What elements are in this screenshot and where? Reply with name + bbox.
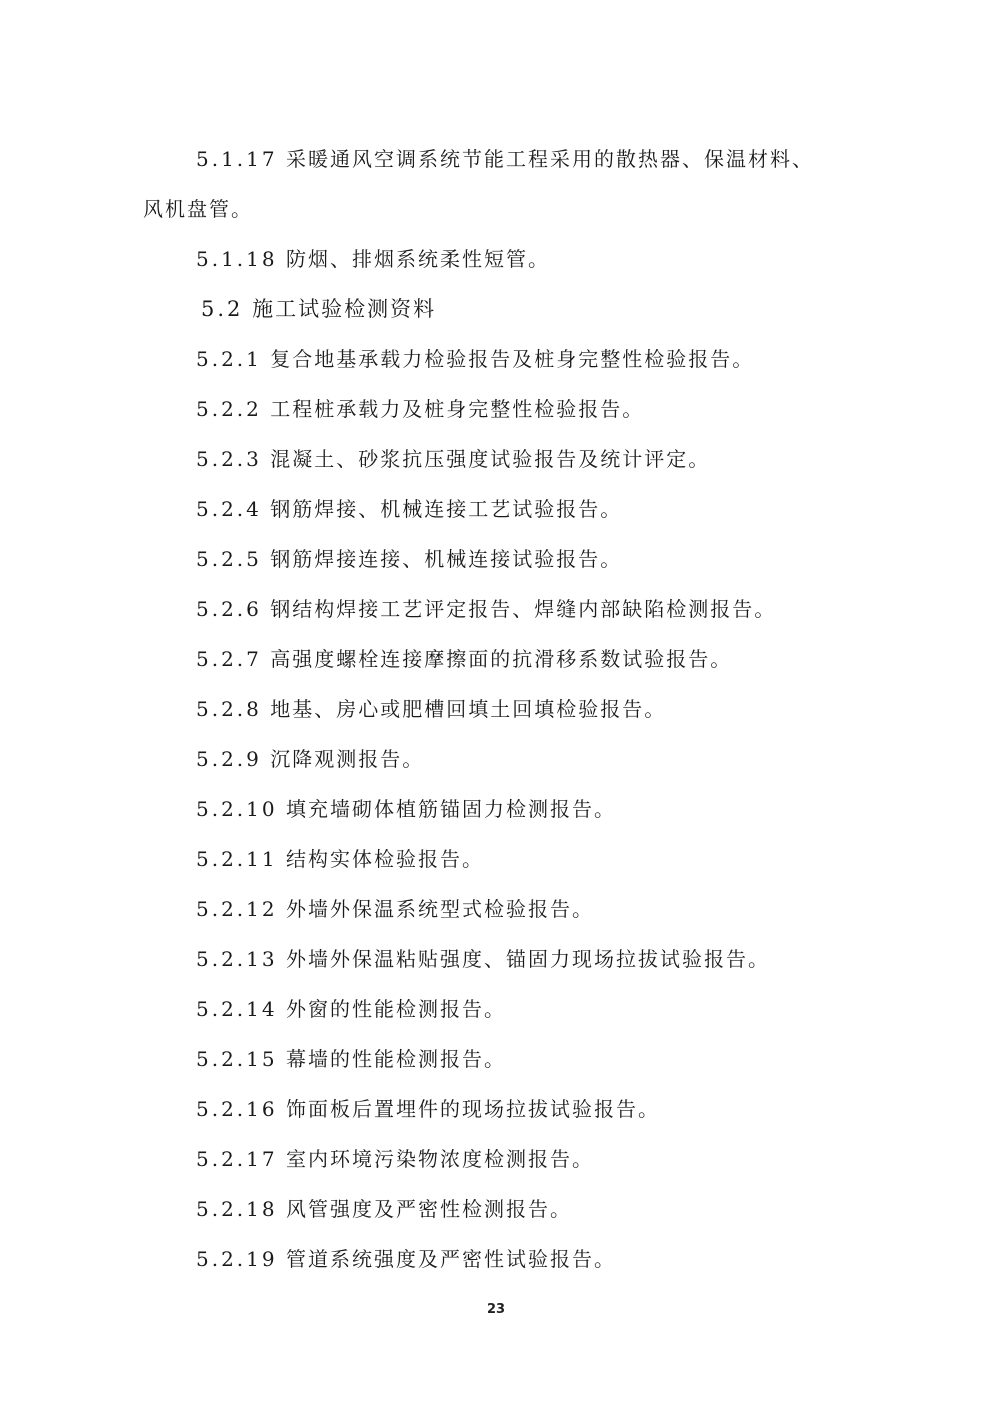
list-item [143, 684, 853, 734]
page-number: 23 [486, 1302, 506, 1317]
item-number: 5.2.14 [196, 997, 278, 1021]
item-text: 风管强度及严密性检测报告。 [285, 1197, 572, 1221]
list-item [143, 984, 853, 1034]
list-item [143, 1134, 853, 1184]
list-item [143, 434, 853, 484]
item-number: 5.2.13 [196, 947, 278, 971]
item-number: 5.2.18 [196, 1197, 278, 1221]
item-text: 地基、房心或肥槽回填土回填检验报告。 [270, 697, 667, 721]
item-text: 高强度螺栓连接摩擦面的抗滑移系数试验报告。 [270, 647, 733, 671]
item-number: 5.2.3 [196, 447, 262, 471]
item-number: 5.2.16 [196, 1097, 278, 1121]
list-item [143, 934, 853, 984]
item-text: 外墙外保温粘贴强度、锚固力现场拉拔试验报告。 [285, 947, 770, 971]
list-item [143, 1184, 853, 1234]
list-item [143, 834, 853, 884]
item-text: 沉降观测报告。 [270, 747, 425, 771]
item-text: 防烟、排烟系统柔性短管。 [285, 247, 550, 271]
item-number: 5.2.4 [196, 497, 262, 521]
list-item [143, 1084, 853, 1134]
item-number: 5.2.8 [196, 697, 262, 721]
item-number: 5.2.2 [196, 397, 262, 421]
list-item [143, 534, 853, 584]
item-text: 复合地基承载力检验报告及桩身完整性检验报告。 [270, 347, 755, 371]
list-item [143, 334, 853, 384]
item-number: 5.2.9 [196, 747, 262, 771]
item-text: 结构实体检验报告。 [285, 847, 484, 871]
section-title: 施工试验检测资料 [252, 297, 437, 321]
item-text: 工程桩承载力及桩身完整性检验报告。 [270, 397, 645, 421]
item-text: 混凝土、砂浆抗压强度试验报告及统计评定。 [270, 447, 711, 471]
item-number: 5.2.1 [196, 347, 262, 371]
item-text: 钢筋焊接、机械连接工艺试验报告。 [270, 497, 623, 521]
item-number: 5.2.10 [196, 797, 278, 821]
list-item [143, 584, 853, 634]
list-item [143, 1034, 853, 1084]
list-item-continuation [143, 184, 853, 234]
item-text: 外窗的性能检测报告。 [285, 997, 506, 1021]
item-text: 外墙外保温系统型式检验报告。 [285, 897, 594, 921]
list-item [143, 234, 853, 284]
section-number: 5.2 [201, 297, 244, 321]
item-number: 5.2.5 [196, 547, 262, 571]
item-text: 钢筋焊接连接、机械连接试验报告。 [270, 547, 623, 571]
item-number: 5.2.6 [196, 597, 262, 621]
item-text: 风机盘管。 [143, 197, 253, 221]
item-text: 填充墙砌体植筋锚固力检测报告。 [285, 797, 616, 821]
list-item [143, 734, 853, 784]
section-heading [143, 284, 853, 334]
list-item [143, 1234, 853, 1284]
list-item [143, 634, 853, 684]
item-text: 采暖通风空调系统节能工程采用的散热器、保温材料、 [285, 147, 814, 171]
item-text: 室内环境污染物浓度检测报告。 [285, 1147, 594, 1171]
item-text: 饰面板后置埋件的现场拉拔试验报告。 [285, 1097, 660, 1121]
list-item [143, 484, 853, 534]
item-number: 5.2.19 [196, 1247, 278, 1271]
item-number: 5.1.17 [196, 147, 278, 171]
document-body [143, 134, 853, 1284]
item-number: 5.1.18 [196, 247, 278, 271]
item-number: 5.2.7 [196, 647, 262, 671]
list-item [143, 884, 853, 934]
item-text: 管道系统强度及严密性试验报告。 [285, 1247, 616, 1271]
item-number: 5.2.12 [196, 897, 278, 921]
list-item [143, 384, 853, 434]
list-item [143, 784, 853, 834]
list-item [143, 134, 853, 184]
item-number: 5.2.15 [196, 1047, 278, 1071]
item-text: 钢结构焊接工艺评定报告、焊缝内部缺陷检测报告。 [270, 597, 777, 621]
item-number: 5.2.11 [196, 847, 278, 871]
item-number: 5.2.17 [196, 1147, 278, 1171]
item-text: 幕墙的性能检测报告。 [285, 1047, 506, 1071]
